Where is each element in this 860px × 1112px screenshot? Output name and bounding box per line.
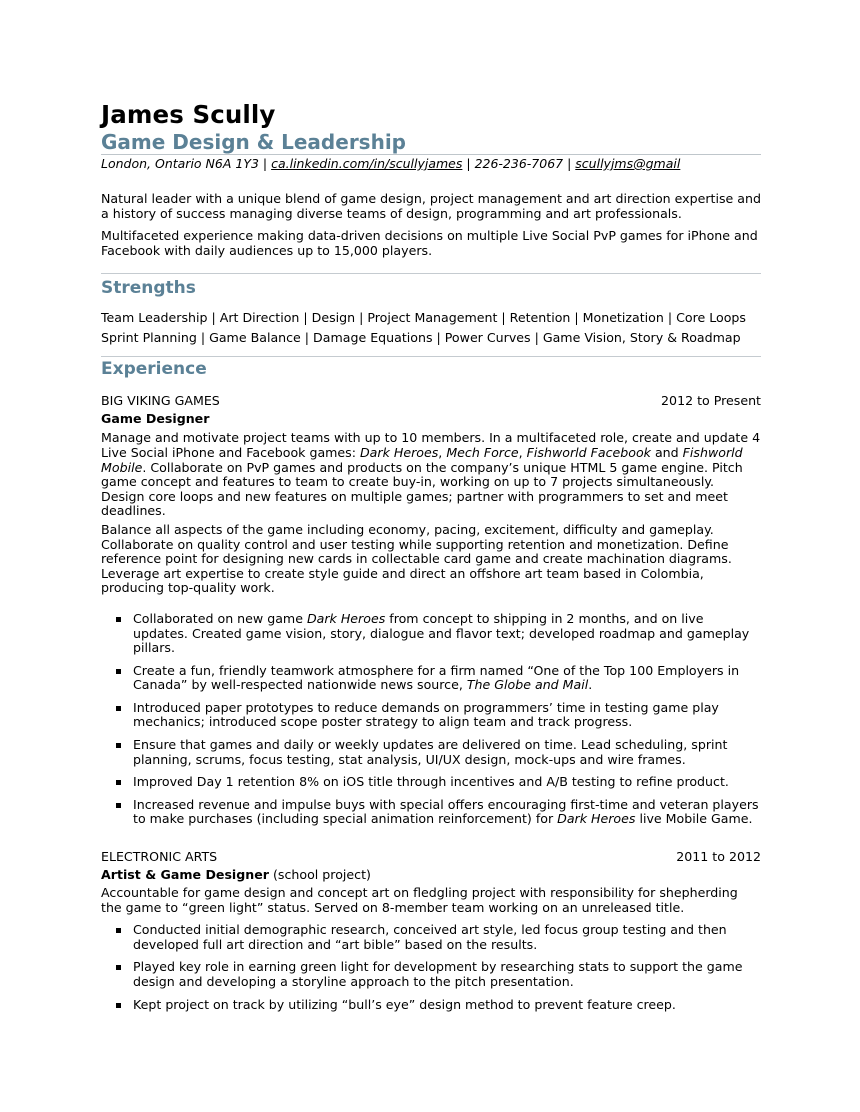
- bullet-icon: [116, 669, 121, 674]
- job-description: Balance all aspects of the game including economy, pacing, excitement, difficulty and gameplay. Collaborate on quality control and user testing while supporting retention and monetization. Define reference point for designing new cards in collectable card game and create machination diagrams. Leverage art expertise to create style guide and direct an offshore art team based in Colombia, producing top-quality work.: [101, 521, 732, 596]
- candidate-title: Game Design & Leadership: [101, 130, 406, 154]
- bullet-icon: [116, 617, 121, 622]
- job-dates: 2012 to Present: [661, 393, 761, 409]
- list-item: Kept project on track by utilizing “bull’s eye” design method to prevent feature creep.: [101, 998, 761, 1013]
- resume-page: [101, 100, 761, 1012]
- company-name: ELECTRONIC ARTS: [101, 849, 218, 865]
- list-item: Introduced paper prototypes to reduce demands on programmers’ time in testing game play mechanics; introduced scope poster strategy to align team and track progress.: [101, 701, 761, 730]
- email-link[interactable]: scullyjms@gmail: [575, 156, 681, 171]
- job-role: Artist & Game Designer (school project): [101, 867, 371, 883]
- bullet-icon: [116, 803, 121, 808]
- linkedin-link[interactable]: ca.linkedin.com/in/scullyjames: [271, 156, 463, 171]
- bullet-icon: [116, 965, 121, 970]
- list-item: Create a fun, friendly teamwork atmosphere for a firm named “One of the Top 100 Employers in Canada” by well-respected nationwide news source, The Globe and Mail.: [101, 664, 761, 693]
- job-entry: [101, 849, 761, 1012]
- job-role: Game Designer: [101, 411, 210, 427]
- strengths-line: Team Leadership | Art Direction | Design | Project Management | Retention | Monetization | Core Loops: [101, 310, 746, 326]
- contact-phone: 226-236-7067: [474, 156, 564, 171]
- job-dates: 2011 to 2012: [676, 849, 761, 865]
- bullet-icon: [116, 743, 121, 748]
- list-item: Increased revenue and impulse buys with special offers encouraging first-time and veteran players to make purchases (including special animation reinforcement) for Dark Heroes live Mobile Game.: [101, 798, 761, 827]
- achievement-list: [101, 923, 761, 1012]
- list-item: Improved Day 1 retention 8% on iOS title through incentives and A/B testing to refine product.: [101, 775, 761, 790]
- job-entry: [101, 393, 761, 827]
- job-header: [101, 849, 761, 865]
- bullet-icon: [116, 706, 121, 711]
- job-description: Manage and motivate project teams with up to 10 members. In a multifaceted role, create and update 4 Live Social iPhone and Facebook games: Dark Heroes, Mech Force, Fishworld Facebook and Fishworld Mobile. Collaborate on PvP games and products on the company’s unique HTML 5 game engine. Pitch game concept and features to team to create buy-in, working on up to 7 projects simultaneously. Design core loops and new features on multiple games; partner with programmers to set and meet deadlines.: [101, 430, 761, 519]
- list-item: Collaborated on new game Dark Heroes from concept to shipping in 2 months, and on live updates. Created game vision, story, dialogue and flavor text; developed roadmap and gameplay pillars.: [101, 612, 761, 656]
- bullet-icon: [116, 780, 121, 785]
- achievement-list: [101, 612, 761, 827]
- job-description: Accountable for game design and concept art on fledgling project with responsibility for shepherding the game to “green light” status. Served on 8-member team working on an unreleased title.: [101, 885, 738, 915]
- job-header: [101, 393, 761, 409]
- company-name: BIG VIKING GAMES: [101, 393, 220, 409]
- list-item: Ensure that games and daily or weekly updates are delivered on time. Lead scheduling, sprint planning, scrums, focus testing, stat analysis, UI/UX design, mock-ups and wire frames.: [101, 738, 761, 767]
- summary-paragraph: Natural leader with a unique blend of game design, project management and art direction expertise and a history of success managing diverse teams of design, programming and art professionals.: [101, 191, 761, 221]
- list-item: Conducted initial demographic research, conceived art style, led focus group testing and then developed full art direction and “art bible” based on the results.: [101, 923, 761, 952]
- bullet-icon: [116, 928, 121, 933]
- candidate-name: James Scully: [101, 100, 276, 129]
- list-item: Played key role in earning green light for development by researching stats to support the game design and developing a storyline approach to the pitch presentation.: [101, 960, 761, 989]
- experience-heading: Experience: [101, 359, 207, 380]
- contact-location: London, Ontario N6A 1Y3: [101, 156, 259, 171]
- strengths-heading: Strengths: [101, 278, 196, 299]
- strengths-line: Sprint Planning | Game Balance | Damage Equations | Power Curves | Game Vision, Story & Roadmap: [101, 330, 741, 346]
- contact-line: London, Ontario N6A 1Y3 | ca.linkedin.com/in/scullyjames | 226-236-7067 | scullyjms@gmail: [101, 154, 761, 175]
- bullet-icon: [116, 1003, 121, 1008]
- summary-paragraph: Multifaceted experience making data-driven decisions on multiple Live Social PvP games for iPhone and Facebook with daily audiences up to 15,000 players.: [101, 228, 758, 258]
